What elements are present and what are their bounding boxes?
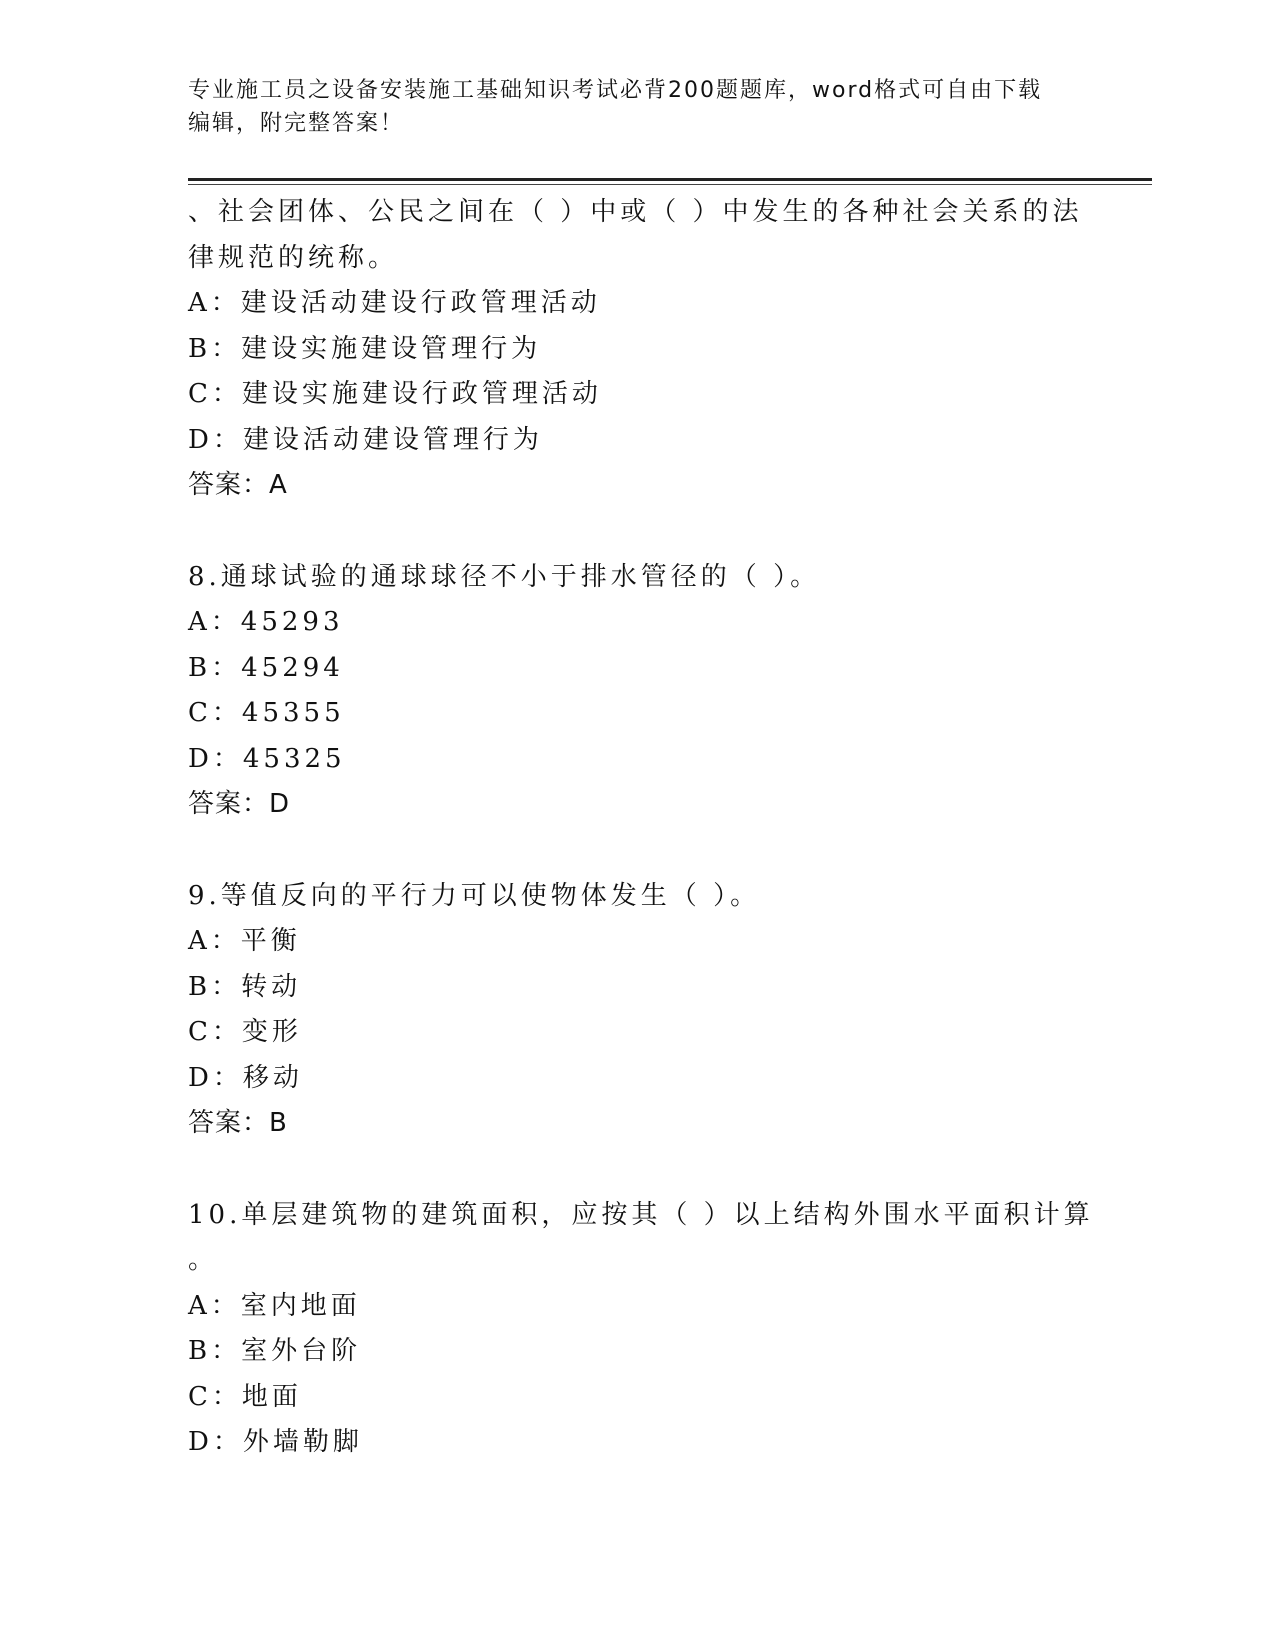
- option-a: [188, 919, 1068, 965]
- question-list: [188, 190, 1094, 1466]
- option-letter: C：: [188, 379, 242, 409]
- option-text: 地面: [241, 1381, 302, 1412]
- option-b: [188, 965, 1068, 1011]
- option-text: 建设活动建设管理行为: [242, 424, 543, 455]
- question-7-fragment: [188, 190, 1083, 509]
- answer-line: 答案：B: [188, 1108, 288, 1138]
- option-a: [188, 1284, 1068, 1330]
- option-text: 45294: [241, 652, 344, 683]
- option-c: [188, 1375, 1068, 1421]
- option-text: 45293: [240, 607, 344, 637]
- option-text: 外墙勒脚: [242, 1427, 363, 1457]
- option-d: [188, 1056, 1068, 1102]
- answer-line: 答案：D: [188, 789, 291, 819]
- option-d: [188, 737, 1068, 783]
- question-10: [188, 1193, 1094, 1466]
- option-letter: B：: [188, 971, 242, 1002]
- option-text: 移动: [242, 1062, 303, 1093]
- option-text: 建设实施建设管理行为: [241, 333, 542, 364]
- option-text: 建设活动建设行政管理活动: [240, 288, 601, 318]
- option-letter: C：: [188, 698, 242, 728]
- option-letter: B：: [188, 333, 242, 364]
- option-text: 45355: [241, 698, 345, 728]
- spacer: [188, 828, 1068, 874]
- option-b: [188, 646, 1068, 692]
- option-b: [188, 327, 1068, 373]
- option-letter: D：: [188, 1427, 243, 1457]
- option-letter: D：: [188, 1062, 243, 1093]
- option-text: 室外台阶: [241, 1336, 362, 1366]
- question-stem: 10.单层建筑物的建筑面积，应按其（ ）以上结构外围水平面积计算: [188, 1199, 1094, 1230]
- option-letter: A：: [188, 288, 241, 318]
- option-c: [188, 691, 1068, 737]
- answer-line: 答案：A: [188, 470, 288, 500]
- option-text: 建设实施建设行政管理活动: [241, 379, 602, 409]
- option-text: 平衡: [240, 926, 301, 956]
- question-stem: 9.等值反向的平行力可以使物体发生（ ）。: [188, 880, 761, 911]
- spacer: [188, 1147, 1068, 1193]
- option-letter: A：: [188, 607, 241, 637]
- question-stem-continuation: 。: [188, 1245, 219, 1275]
- option-c: [188, 1010, 1068, 1056]
- option-a: [188, 281, 1068, 327]
- option-text: 室内地面: [240, 1290, 361, 1321]
- document-header: [188, 74, 1068, 140]
- question-stem-line: 律规范的统称。: [188, 242, 399, 273]
- option-d: [188, 1420, 1068, 1466]
- option-text: 变形: [241, 1017, 302, 1047]
- question-stem: 8.通球试验的通球球径不小于排水管径的（ ）。: [188, 561, 821, 592]
- option-letter: C：: [188, 1017, 242, 1047]
- option-text: 45325: [242, 743, 346, 774]
- option-letter: C：: [188, 1381, 242, 1412]
- option-d: [188, 418, 1068, 464]
- option-letter: B：: [188, 1336, 242, 1366]
- option-letter: B：: [188, 652, 242, 683]
- question-8: [188, 555, 1068, 828]
- header-divider-thin: [188, 184, 1152, 185]
- header-line-1: 专业施工员之设备安装施工基础知识考试必背200题题库，word格式可自由下载: [188, 78, 1043, 103]
- option-letter: A：: [188, 926, 241, 956]
- option-letter: A：: [188, 1290, 241, 1321]
- question-9: [188, 874, 1068, 1147]
- spacer: [188, 509, 1068, 555]
- header-line-2: 编辑，附完整答案！: [188, 111, 405, 136]
- option-letter: D：: [188, 743, 243, 774]
- option-text: 转动: [241, 971, 302, 1002]
- option-a: [188, 600, 1068, 646]
- option-letter: D：: [188, 424, 243, 455]
- option-b: [188, 1329, 1068, 1375]
- question-stem-line: 、社会团体、公民之间在（ ）中或（ ）中发生的各种社会关系的法: [188, 197, 1083, 227]
- option-c: [188, 372, 1068, 418]
- header-divider-thick: [188, 178, 1152, 181]
